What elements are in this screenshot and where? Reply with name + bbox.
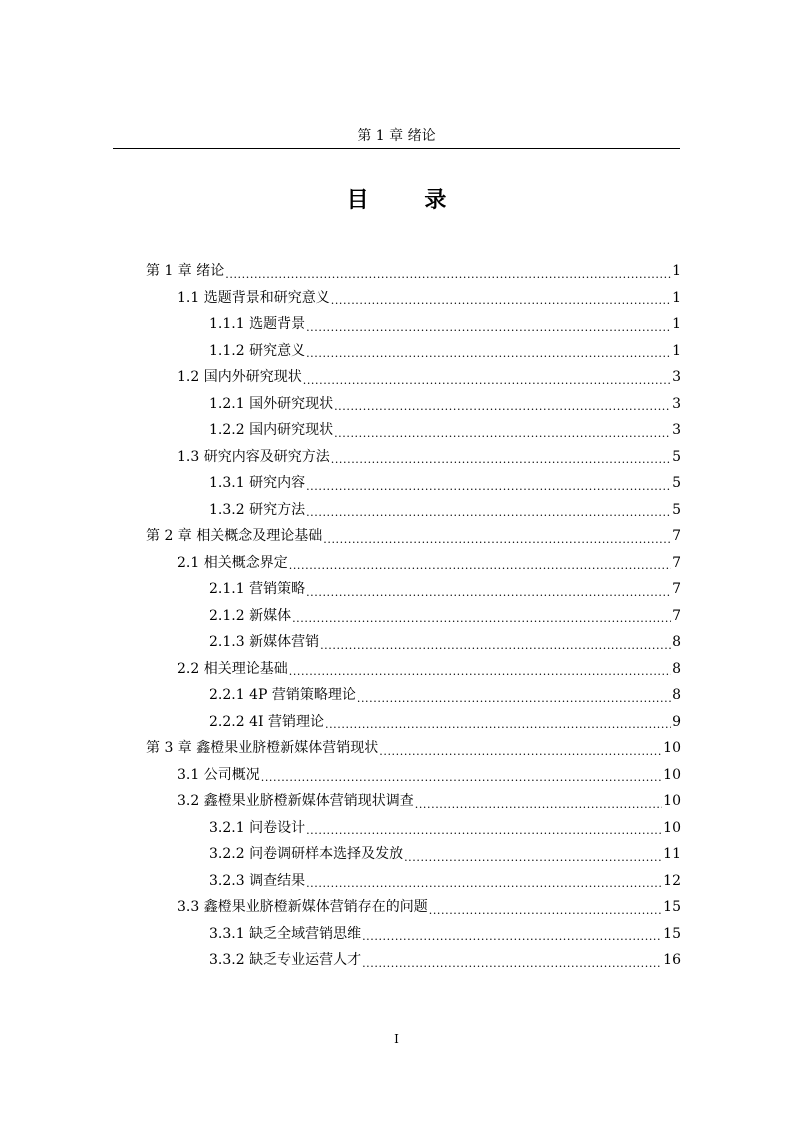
toc-entry[interactable] [146,417,681,444]
toc-entry[interactable] [146,682,681,709]
toc-entry-page: 10 [663,819,681,836]
toc-entry-page: 12 [663,872,681,889]
toc-entry-label: 3.3.2 缺乏专业运营人才 [209,952,362,968]
toc-entry-label: 第 1 章 绪论 [146,263,225,279]
toc-entry[interactable] [146,629,681,656]
toc-entry-label: 2.1.3 新媒体营销 [209,634,320,650]
toc-entry-label: 1.2.2 国内研究现状 [209,422,334,438]
toc-entry-label: 2.2.1 4P 营销策略理论 [209,687,356,703]
header-rule [113,148,680,149]
toc-entry[interactable] [146,815,681,842]
toc-entry[interactable] [146,444,681,471]
toc-entry-page: 7 [672,528,681,544]
toc-dot-leader [292,603,671,630]
page-number: I [394,1032,399,1046]
toc-entry-page: 5 [672,475,681,491]
toc-entry-label: 1.3.1 研究内容 [209,475,306,491]
toc-entry-page: 1 [672,289,681,306]
toc-entry-page: 15 [663,925,681,942]
toc-dot-leader [357,682,671,709]
toc-entry-page: 16 [663,952,681,968]
toc-dot-leader [429,894,662,921]
toc-entry-label: 1.1.2 研究意义 [209,342,306,359]
toc-entry-page: 8 [672,660,681,677]
toc-entry-label: 3.2.2 问卷调研样本选择及发放 [209,846,404,862]
toc-entry-label: 2.1.2 新媒体 [209,607,292,624]
toc-entry[interactable] [146,921,681,948]
toc-entry-label: 2.2.2 4I 营销理论 [209,713,324,730]
toc-entry-page: 3 [672,369,681,385]
toc-entry-page: 15 [663,899,681,915]
toc-entry[interactable] [146,285,681,312]
toc-title: 目 录 [346,187,471,213]
toc-entry[interactable] [146,841,681,868]
toc-entry-page: 7 [672,554,681,571]
toc-entry-page: 5 [672,501,681,518]
toc-entry[interactable] [146,470,681,497]
toc-entry[interactable] [146,258,681,285]
toc-dot-leader [320,629,671,656]
toc-entry-page: 5 [672,448,681,465]
toc-entry[interactable] [146,550,681,577]
toc-entry[interactable] [146,576,681,603]
toc-entry-page: 7 [672,581,681,597]
toc-dot-leader [306,470,671,497]
toc-entry-label: 第 3 章 鑫橙果业脐橙新媒体营销现状 [146,740,379,756]
toc-dot-leader [325,709,671,736]
toc-dot-leader [331,285,671,312]
toc-entry[interactable] [146,391,681,418]
toc-entry-label: 第 2 章 相关概念及理论基础 [146,528,323,544]
running-header: 第 1 章 绪论 [357,128,436,144]
toc-dot-leader [306,497,671,524]
toc-entry-page: 3 [672,422,681,438]
toc-entry-label: 2.1.1 营销策略 [209,581,306,597]
toc-entry-page: 1 [672,263,681,279]
toc-entry-label: 3.2.1 问卷设计 [209,819,306,836]
toc-entry-label: 3.2 鑫橙果业脐橙新媒体营销现状调查 [177,793,414,809]
toc-entry[interactable] [146,762,681,789]
toc-dot-leader [362,921,662,948]
toc-entry-page: 1 [672,316,681,332]
toc-dot-leader [306,815,662,842]
toc-entry-label: 1.2 国内外研究现状 [177,369,302,385]
toc-dot-leader [404,841,662,868]
toc-entry-label: 3.3.1 缺乏全域营销思维 [209,925,362,942]
toc-entry-label: 1.1.1 选题背景 [209,316,306,332]
toc-entry-page: 8 [672,634,681,650]
toc-dot-leader [323,523,671,550]
toc-entry[interactable] [146,735,681,762]
toc-entry-label: 1.1 选题背景和研究意义 [177,289,330,306]
toc-entry[interactable] [146,947,681,974]
toc-entry[interactable] [146,338,681,365]
toc-entry-label: 1.3.2 研究方法 [209,501,306,518]
toc-dot-leader [306,311,671,338]
toc-entry-page: 10 [663,793,681,809]
toc-entry[interactable] [146,656,681,683]
toc-dot-leader [289,550,671,577]
toc-entry[interactable] [146,523,681,550]
toc-entry-page: 9 [672,713,681,730]
toc-entry[interactable] [146,709,681,736]
toc-dot-leader [306,338,671,365]
toc-entry-label: 3.1 公司概况 [177,766,260,783]
toc-dot-leader [379,735,662,762]
toc-entry[interactable] [146,364,681,391]
toc-dot-leader [334,391,671,418]
toc-dot-leader [306,576,671,603]
toc-entry-page: 8 [672,687,681,703]
toc-entry-label: 2.2 相关理论基础 [177,660,288,677]
toc-entry-label: 2.1 相关概念界定 [177,554,288,571]
toc-entry-page: 1 [672,342,681,359]
table-of-contents [146,258,681,974]
toc-entry-page: 10 [663,766,681,783]
toc-entry[interactable] [146,311,681,338]
toc-entry-label: 3.2.3 调查结果 [209,872,306,889]
toc-dot-leader [362,947,662,974]
toc-entry-page: 3 [672,395,681,412]
toc-entry-page: 7 [672,607,681,624]
toc-dot-leader [261,762,662,789]
toc-dot-leader [415,788,662,815]
toc-entry-label: 3.3 鑫橙果业脐橙新媒体营销存在的问题 [177,899,428,915]
toc-dot-leader [225,258,671,285]
toc-entry[interactable] [146,788,681,815]
toc-entry[interactable] [146,868,681,895]
toc-entry[interactable] [146,894,681,921]
toc-dot-leader [306,868,662,895]
toc-dot-leader [334,417,671,444]
toc-entry-page: 11 [663,846,681,862]
toc-dot-leader [289,656,671,683]
toc-dot-leader [331,444,671,471]
toc-entry[interactable] [146,603,681,630]
toc-entry[interactable] [146,497,681,524]
toc-entry-label: 1.2.1 国外研究现状 [209,395,334,412]
toc-entry-page: 10 [663,740,681,756]
toc-entry-label: 1.3 研究内容及研究方法 [177,448,330,465]
toc-dot-leader [303,364,671,391]
